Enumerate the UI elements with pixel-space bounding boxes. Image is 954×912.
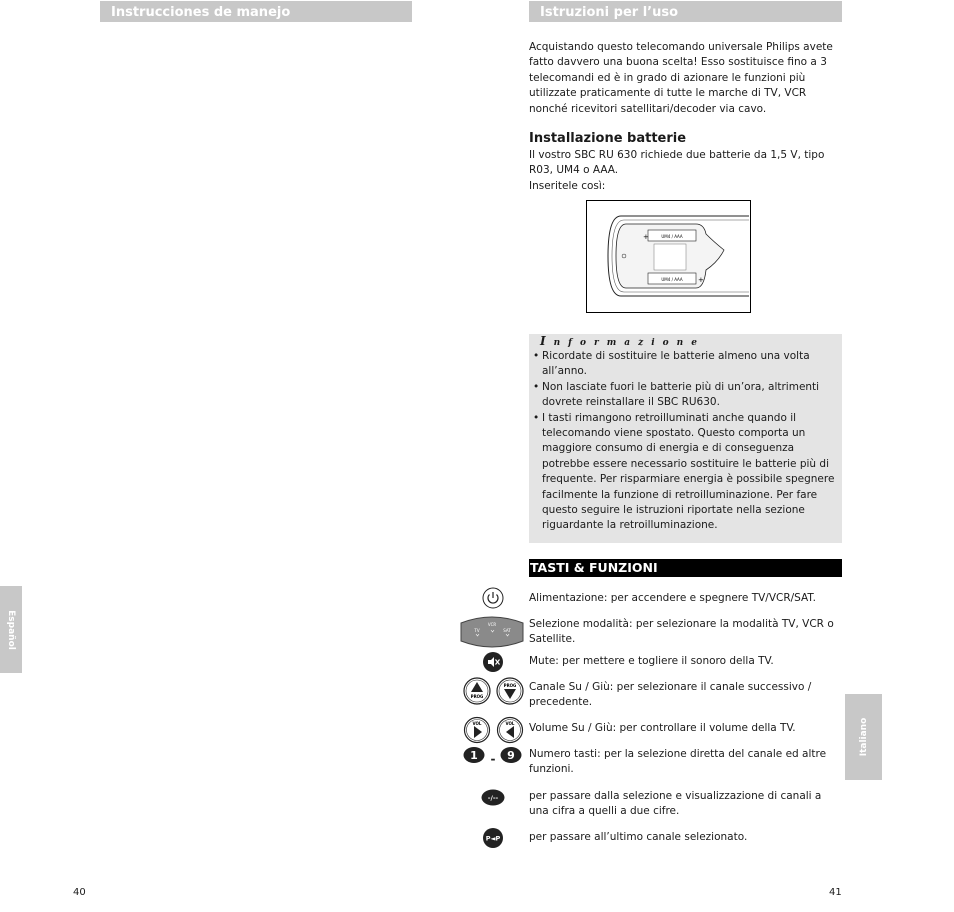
right-page-header: Istruzioni per l’uso xyxy=(529,1,842,22)
mode-sat-label: SAT xyxy=(503,628,511,633)
info-list xyxy=(529,349,842,534)
previous-program-icon xyxy=(482,827,504,849)
prog-down-label: PROG xyxy=(503,683,517,688)
battery-heading: Installazione batterie xyxy=(529,131,687,146)
function-mute: Mute: per mettere e togliere il sonoro della TV. xyxy=(529,655,774,667)
svg-text:+: + xyxy=(698,276,704,284)
page-number-left: 40 xyxy=(73,887,86,898)
functions-section-title: TASTI & FUNZIONI xyxy=(529,559,842,577)
battery-text: Il vostro SBC RU 630 richiede due batterie da 1,5 V, tipo R03, UM4 o AAA. xyxy=(529,149,825,177)
info-item: • Non lasciate fuori le batterie più di un’ora, altrimenti dovrete reinstallare il SBC RU630. xyxy=(529,380,842,411)
digit-toggle-label: -/-- xyxy=(487,794,499,802)
function-previous-program: per passare all’ultimo canale selezionato. xyxy=(529,831,748,843)
side-tab-label: Italiano xyxy=(858,717,869,757)
info-item: • I tasti rimangono retroilluminati anche quando il telecomando viene spostato. Questo comporta un maggiore consumo di energia e di conseguenza potrebbe essere necessario sostituire le batterie più di frequente. Per risparmiare energia è possibile spegnere facilmente la funzione di retroilluminazione. Per fare questo seguire le istruzioni riportate nella sezione riguardante la retroilluminazione. xyxy=(529,411,842,534)
function-number-keys: Numero tasti: per la selezione diretta del canale ed altre funzioni. xyxy=(529,748,827,776)
number-keys-icon xyxy=(463,746,525,766)
mode-selector-icon xyxy=(457,613,527,650)
battery-label-bottom: UM4 / AAA xyxy=(661,277,683,282)
info-box xyxy=(529,334,842,543)
number-key-last: 9 xyxy=(507,749,515,762)
pp-label: P◄P xyxy=(485,834,501,843)
mode-tv-label: TV xyxy=(474,628,480,633)
mode-vcr-label: VCR xyxy=(487,622,497,627)
info-item: • Ricordate di sostituire le batterie almeno una volta all’anno. xyxy=(529,349,842,380)
battery-label-top: UM4 / AAA xyxy=(661,234,683,239)
function-digit-toggle: per passare dalla selezione e visualizzazione di canali a una cifra a quelli a due cifre. xyxy=(529,790,822,818)
side-tab-label: Español xyxy=(6,609,16,650)
side-tab-espanol xyxy=(0,586,22,673)
left-page-header: Instrucciones de manejo xyxy=(100,1,412,22)
number-key-dash: - xyxy=(490,752,496,766)
info-box-title xyxy=(540,334,705,348)
side-tab-italiano xyxy=(845,694,882,780)
function-power: Alimentazione: per accendere e spegnere TV/VCR/SAT. xyxy=(529,592,816,604)
power-icon xyxy=(482,587,504,609)
function-volume: Volume Su / Giù: per controllare il volume della TV. xyxy=(529,722,796,734)
volume-up-down-icon xyxy=(463,716,525,744)
intro-paragraph: Acquistando questo telecomando universale Philips avete fatto davvero una buona scelta! Esso sostituisce fino a 3 telecomandi ed è in grado di azionare le funzioni più utilizzate praticamente di tutte le marche di TV, VCR nonché ricevitori satellitari/decoder via cavo. xyxy=(529,41,833,115)
battery-compartment-illustration xyxy=(586,200,751,313)
function-mode: Selezione modalità: per selezionare la modalità TV, VCR o Satellite. xyxy=(529,618,834,646)
page-number-right: 41 xyxy=(829,887,842,898)
function-channel: Canale Su / Giù: per selezionare il canale successivo / precedente. xyxy=(529,681,812,709)
info-title-initial: I xyxy=(540,334,554,348)
battery-instruction: Inseritele così: xyxy=(529,180,606,192)
prog-up-label: PROG xyxy=(470,694,484,699)
mute-icon xyxy=(482,651,504,673)
prog-up-down-icon xyxy=(463,676,525,706)
number-key-first: 1 xyxy=(470,749,478,762)
digit-toggle-icon xyxy=(481,789,505,806)
info-title-rest: nformazione xyxy=(553,338,705,348)
svg-text:+: + xyxy=(643,233,649,241)
vol-down-label: VOL xyxy=(505,721,515,726)
vol-up-label: VOL xyxy=(472,721,482,726)
